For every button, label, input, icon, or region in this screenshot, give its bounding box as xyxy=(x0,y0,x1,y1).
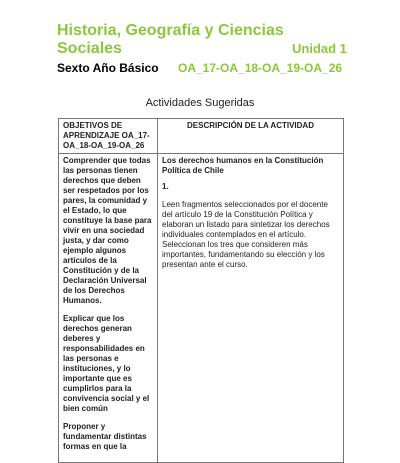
activity-heading: Los derechos humanos en la Constitución Política de Chile xyxy=(162,156,324,175)
activities-table xyxy=(58,118,344,463)
subject-title-line2: Sociales xyxy=(57,40,122,57)
objectives-header: OBJETIVOS DE APRENDIZAJE OA_17-OA_18-OA_19-OA_26 xyxy=(59,119,158,154)
objective-item: Explicar que los derechos generan deberes y responsabilidades en las personas e instituciones, y lo importante que es cumplirlos para la convivencia social y el bien común xyxy=(63,314,150,413)
activity-text: Leen fragmentos seleccionados por el docente del artículo 19 de la Constitución Política y elaboran un listado para sintetizar los derechos individuales contemplados en el artículo. Seleccionan los tres que consideren más importantes, fundamentando su elección y los presentan ante el curso. xyxy=(162,200,330,269)
objectives-cell xyxy=(59,154,158,463)
subject-title-line1: Historia, Geografía y Ciencias xyxy=(57,22,284,39)
section-title: Actividades Sugeridas xyxy=(145,97,255,109)
unit-label: Unidad 1 xyxy=(292,41,347,56)
subject-title xyxy=(57,22,284,58)
objective-item: Proponer y fundamentar distintas formas en que la xyxy=(63,422,147,451)
activity-cell xyxy=(158,154,344,463)
activity-description-header: DESCRIPCIÓN DE LA ACTIVIDAD xyxy=(158,119,344,154)
activity-number: 1. xyxy=(162,182,169,191)
table-header-row xyxy=(59,119,344,154)
objective-codes: OA_17-OA_18-OA_19-OA_26 xyxy=(178,61,343,75)
grade-label: Sexto Año Básico xyxy=(57,61,159,75)
table-row xyxy=(59,154,344,463)
objective-item: Comprender que todas las personas tienen derechos que deben ser respetados por los pares, la comunidad y el Estado, lo que constituye la base para vivir en una sociedad justa, y dar como ejemplo algunos artículos de la Constitución y de la Declaración Universal de los Derechos Humanos. xyxy=(63,156,152,305)
